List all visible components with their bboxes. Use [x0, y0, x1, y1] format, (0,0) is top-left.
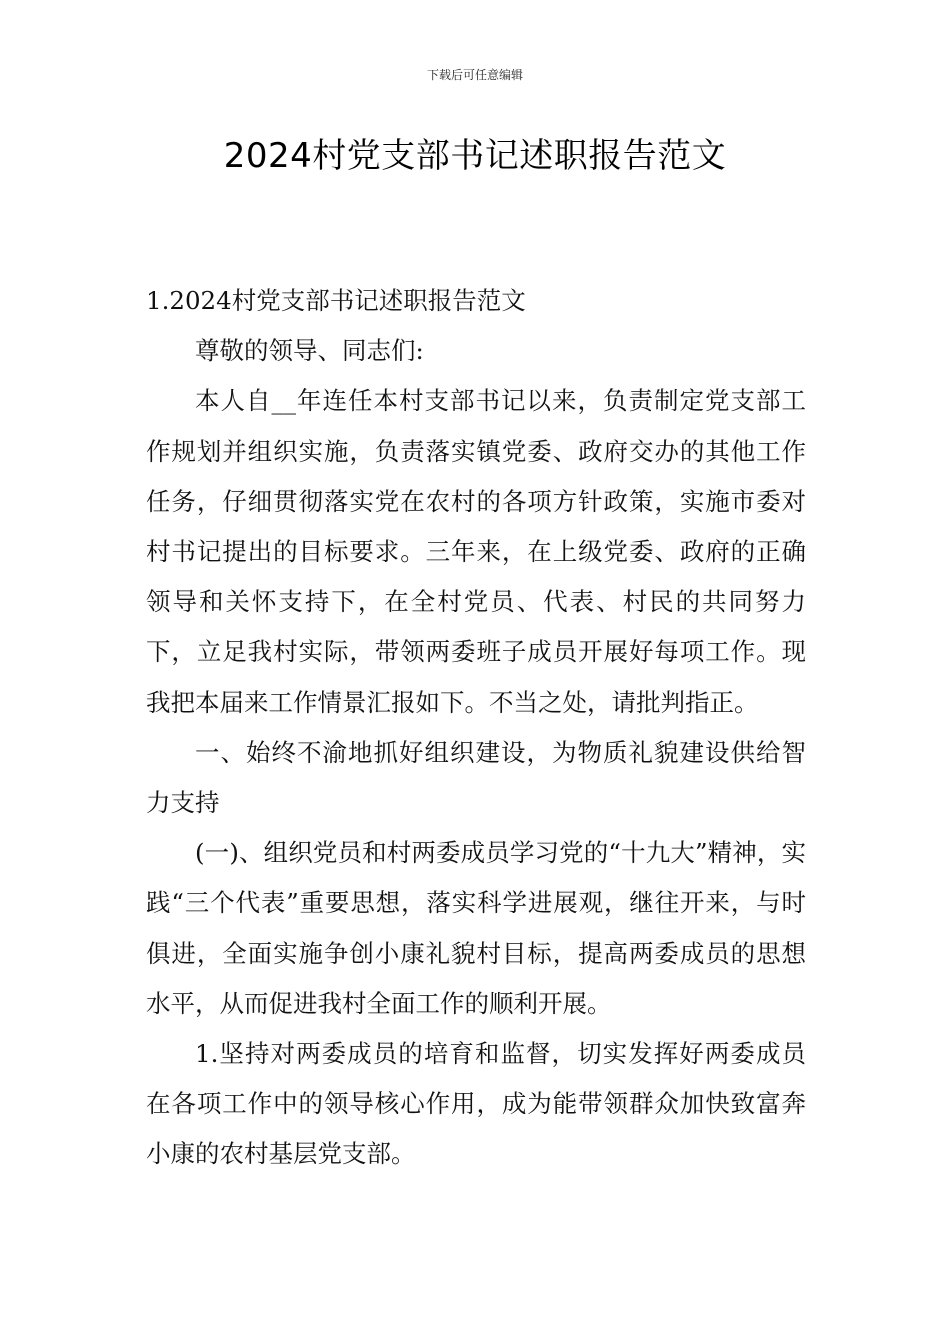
subsection-one-paragraph: (一)、组织党员和村两委成员学习党的“十九大”精神，实践“三个代表”重要思想，落实科学进展观，继往开来，与时俱进，全面实施争创小康礼貌村目标，提高两委成员的思想水平，从而促进我村全面工作的顺利开展。: [146, 838, 806, 1018]
item-one-paragraph: 1.坚持对两委成员的培育和监督，切实发挥好两委成员在各项工作中的领导核心作用，成为能带领群众加快致富奔小康的农村基层党支部。: [146, 1039, 806, 1169]
salutation-paragraph: 尊敬的领导、同志们:: [195, 336, 424, 366]
header-note: 下载后可任意编辑: [426, 68, 523, 82]
document-body: [146, 276, 806, 1180]
document-title: 2024村党支部书记述职报告范文: [223, 136, 727, 176]
intro-paragraph: 本人自__年连任本村支部书记以来，负责制定党支部工作规划并组织实施，负责落实镇党委、政府交办的其他工作任务，仔细贯彻落实党在农村的各项方针政策，实施市委对村书记提出的目标要求。三年来，在上级党委、政府的正确领导和关怀支持下，在全村党员、代表、村民的共同努力下，立足我村实际，带领两委班子成员开展好每项工作。现我把本届来工作情景汇报如下。不当之处，请批判指正。: [146, 386, 806, 717]
part-one-heading: 一、始终不渝地抓好组织建设，为物质礼貌建设供给智力支持: [146, 737, 806, 818]
section-heading: 1.2024村党支部书记述职报告范文: [146, 286, 526, 315]
